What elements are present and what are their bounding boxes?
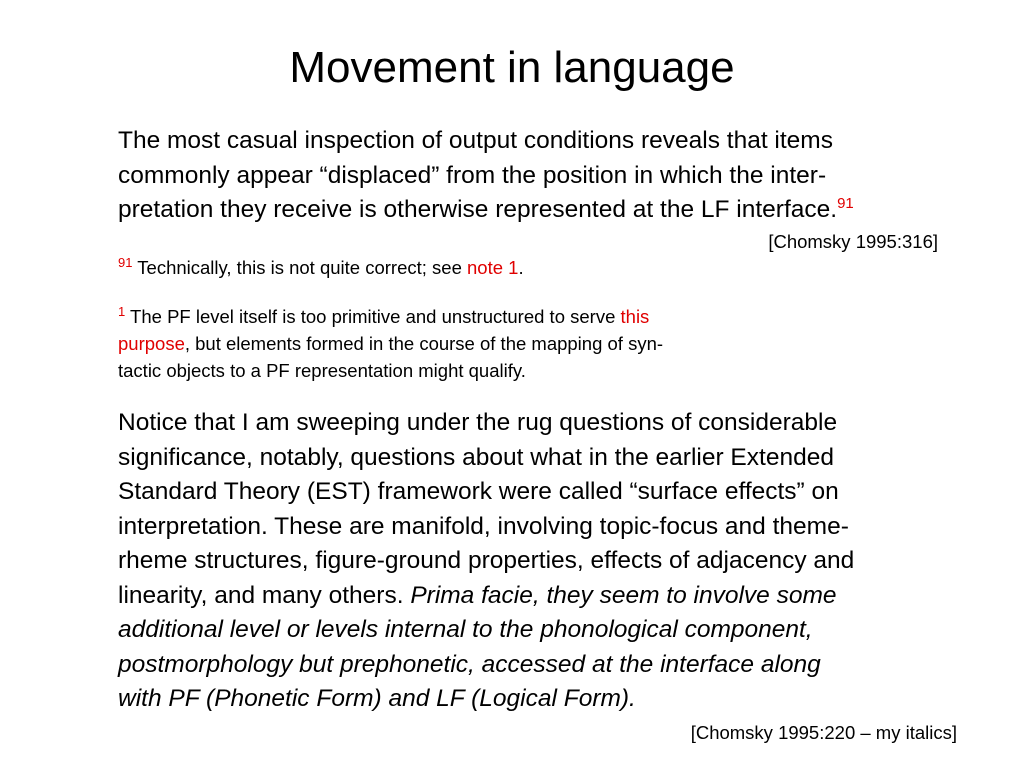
quote-line: commonly appear “displaced” from the position in which the inter-: [118, 161, 827, 189]
this-purpose-link-part1[interactable]: this: [620, 306, 650, 327]
quote-chomsky-316: [118, 124, 988, 228]
quote-line-italic: additional level or levels internal to the phonological component,: [118, 616, 813, 643]
quote-line-italic: postmorphology but prephonetic, accessed at the interface along: [118, 650, 821, 678]
page-title: Movement in language: [289, 43, 735, 92]
citation-220: [Chomsky 1995:220 – my italics]: [690, 722, 957, 743]
footnote-1-line: tactic objects to a PF representation might qualify.: [118, 360, 526, 381]
quote-line-plain: linearity, and many others.: [118, 581, 411, 609]
quote-line-italic: Prima facie, they seem to involve some: [410, 581, 837, 609]
footnote-1-line: [118, 330, 663, 357]
quote-line: significance, notably, questions about what in the earlier Extended: [118, 443, 834, 471]
quote-line: Notice that I am sweeping under the rug questions of considerable: [118, 409, 838, 436]
quote-line: interpretation. These are manifold, involving topic-focus and theme-: [118, 512, 849, 540]
footnote-marker-91[interactable]: 91: [837, 195, 854, 212]
footnote-91: [118, 254, 524, 281]
quote-line: The most casual inspection of output conditions reveals that items: [118, 127, 833, 154]
footnote-91-text: Technically, this is not quite correct; see: [137, 257, 468, 278]
quote-line-text: pretation they receive is otherwise represented at the LF interface.: [118, 196, 838, 223]
quote-line-italic: with PF (Phonetic Form) and LF (Logical Form).: [118, 685, 636, 712]
footnote-1: [118, 303, 663, 384]
footnote-1-marker: 1: [118, 304, 126, 319]
this-purpose-link-part2[interactable]: purpose: [118, 333, 185, 354]
footnote-1-text: The PF level itself is too primitive and unstructured to serve: [130, 306, 621, 327]
quote-chomsky-220: [118, 406, 988, 717]
quote-line: [118, 579, 988, 614]
footnote-91-marker: 91: [118, 255, 133, 270]
footnote-91-period: .: [518, 257, 524, 278]
footnote-1-text: , but elements formed in the course of the mapping of syn-: [184, 333, 664, 354]
footnote-1-line: [118, 303, 663, 330]
citation-316: [Chomsky 1995:316]: [768, 231, 938, 252]
quote-line: rheme structures, figure-ground properties, effects of adjacency and: [118, 547, 855, 574]
quote-line: [118, 193, 988, 228]
note-1-link[interactable]: note 1: [467, 257, 519, 278]
quote-line: Standard Theory (EST) framework were called “surface effects” on: [118, 478, 839, 505]
